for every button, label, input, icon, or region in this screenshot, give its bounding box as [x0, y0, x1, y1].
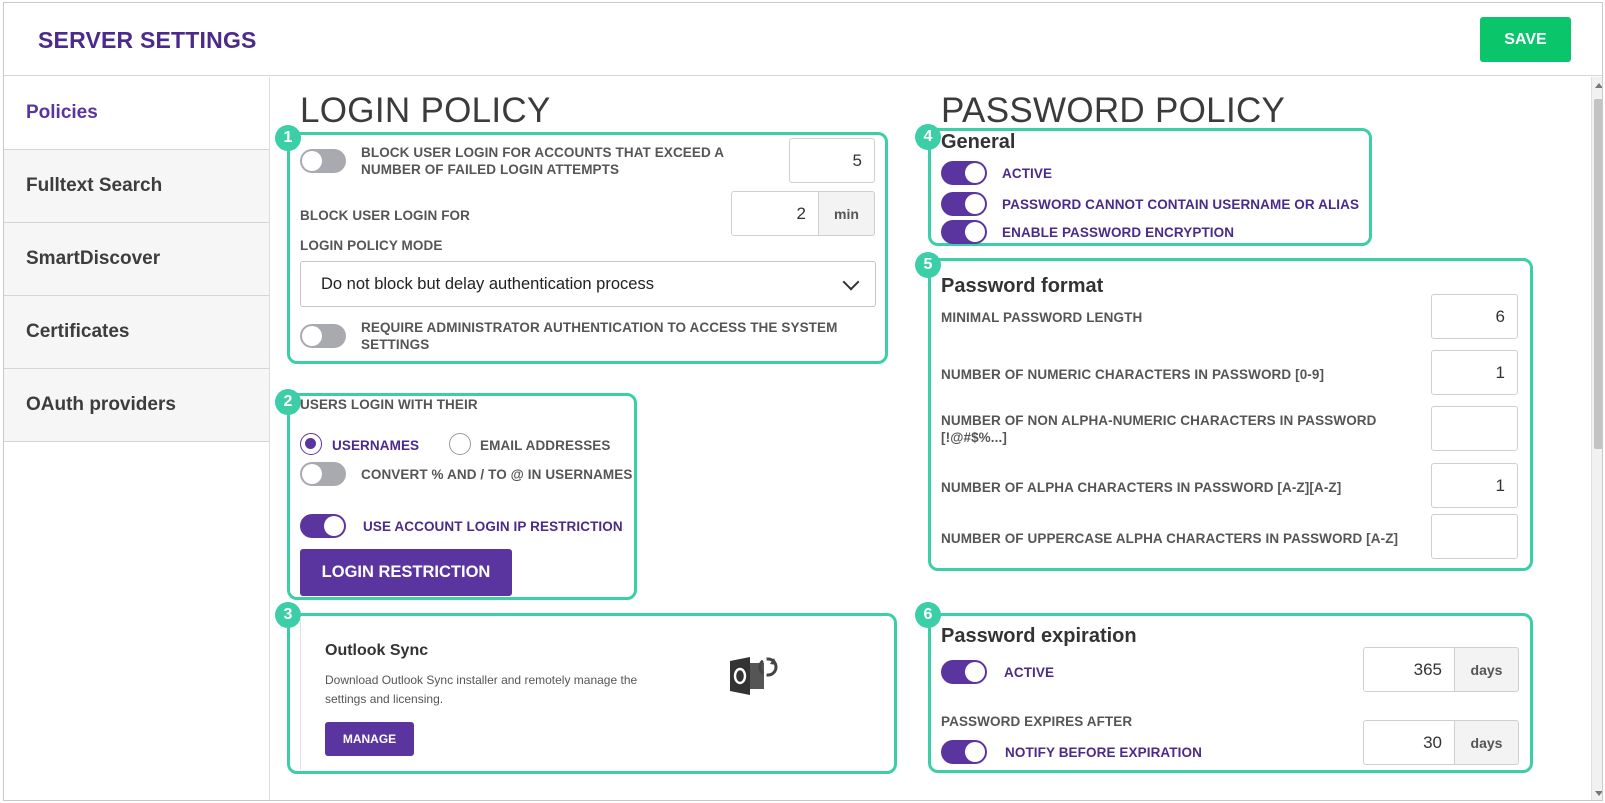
login-policy-mode-label: LOGIN POLICY MODE [300, 238, 443, 253]
min-length-input[interactable]: 6 [1431, 294, 1518, 339]
expires-after-label: PASSWORD EXPIRES AFTER [941, 714, 1133, 729]
block-for-unit: min [819, 191, 875, 236]
non-alpha-input[interactable] [1431, 406, 1518, 451]
expiration-active-label: ACTIVE [1004, 665, 1055, 680]
require-admin-toggle[interactable] [300, 324, 346, 348]
usernames-radio[interactable] [300, 433, 322, 455]
email-addresses-label: EMAIL ADDRESSES [480, 438, 611, 453]
sidebar-item-smartdiscover[interactable]: SmartDiscover [4, 223, 269, 296]
non-alpha-label: NUMBER OF NON ALPHA-NUMERIC CHARACTERS IN PASSWORD [!@#$%...] [941, 413, 1377, 445]
sidebar-item-certificates[interactable]: Certificates [4, 296, 269, 369]
block-for-input[interactable]: 2 [731, 191, 819, 236]
convert-usernames-toggle[interactable] [300, 462, 346, 486]
outlook-sync-icon [730, 655, 778, 697]
expiration-active-toggle[interactable] [941, 660, 987, 684]
require-admin-label: REQUIRE ADMINISTRATOR AUTHENTICATION TO ACCESS THE SYSTEM SETTINGS [361, 320, 838, 352]
block-failed-login-label: BLOCK USER LOGIN FOR ACCOUNTS THAT EXCEED A NUMBER OF FAILED LOGIN ATTEMPTS [361, 145, 724, 177]
ip-restriction-label: USE ACCOUNT LOGIN IP RESTRICTION [363, 519, 623, 534]
scroll-thumb[interactable] [1594, 99, 1603, 449]
expiration-days-unit: days [1455, 647, 1519, 692]
block-failed-login-toggle[interactable] [300, 149, 346, 173]
login-restriction-button[interactable]: LOGIN RESTRICTION [300, 549, 512, 596]
outlook-sync-title: Outlook Sync [325, 642, 429, 659]
password-active-label: ACTIVE [1002, 166, 1053, 181]
sidebar [4, 77, 270, 801]
sidebar-item-fulltext-search[interactable]: Fulltext Search [4, 150, 269, 223]
scroll-up-icon[interactable] [1595, 83, 1603, 88]
uppercase-input[interactable] [1431, 514, 1518, 559]
ip-restriction-toggle[interactable] [300, 514, 346, 538]
sidebar-item-policies[interactable]: Policies [4, 77, 269, 150]
block-for-label: BLOCK USER LOGIN FOR [300, 208, 470, 223]
encryption-toggle[interactable] [941, 220, 987, 244]
manage-button[interactable]: MANAGE [325, 722, 414, 756]
password-active-toggle[interactable] [941, 161, 987, 185]
callout-badge-3: 3 [275, 602, 301, 628]
min-length-label: MINIMAL PASSWORD LENGTH [941, 310, 1143, 325]
callout-badge-4: 4 [915, 124, 941, 150]
password-expiration-heading: Password expiration [941, 625, 1137, 647]
notify-days-unit: days [1455, 720, 1519, 765]
login-policy-mode-value: Do not block but delay authentication process [321, 274, 654, 293]
callout-badge-5: 5 [915, 252, 941, 278]
no-username-toggle[interactable] [941, 192, 987, 216]
login-policy-title: LOGIN POLICY [300, 91, 551, 130]
failed-attempts-input[interactable]: 5 [789, 138, 875, 183]
scroll-down-icon[interactable] [1595, 791, 1603, 796]
alpha-label: NUMBER OF ALPHA CHARACTERS IN PASSWORD [A-Z][A-Z] [941, 480, 1342, 495]
callout-badge-1: 1 [275, 125, 301, 151]
callout-badge-6: 6 [915, 602, 941, 628]
login-policy-mode-select[interactable] [300, 261, 876, 307]
vertical-scrollbar[interactable] [1591, 77, 1603, 801]
outlook-sync-description: Download Outlook Sync installer and remotely manage the settings and licensing. [325, 673, 638, 706]
sidebar-item-oauth-providers[interactable]: OAuth providers [4, 369, 269, 442]
notify-days-input[interactable]: 30 [1363, 720, 1455, 765]
convert-usernames-label: CONVERT % AND / TO @ IN USERNAMES [361, 467, 633, 482]
users-login-label: USERS LOGIN WITH THEIR [300, 397, 478, 412]
save-button[interactable]: SAVE [1480, 17, 1571, 62]
expiration-days-input[interactable]: 365 [1363, 647, 1455, 692]
no-username-label: PASSWORD CANNOT CONTAIN USERNAME OR ALIAS [1002, 197, 1360, 212]
usernames-label: USERNAMES [332, 438, 420, 453]
notify-toggle[interactable] [941, 740, 987, 764]
header [4, 3, 1603, 76]
app-window [3, 2, 1603, 801]
callout-badge-2: 2 [275, 389, 301, 415]
main-content [270, 77, 1590, 801]
notify-label: NOTIFY BEFORE EXPIRATION [1005, 745, 1202, 760]
email-addresses-radio[interactable] [449, 433, 471, 455]
chevron-down-icon [843, 274, 860, 291]
password-policy-title: PASSWORD POLICY [941, 91, 1286, 130]
encryption-label: ENABLE PASSWORD ENCRYPTION [1002, 225, 1235, 240]
general-heading: General [941, 131, 1016, 153]
uppercase-label: NUMBER OF UPPERCASE ALPHA CHARACTERS IN PASSWORD [A-Z] [941, 531, 1399, 546]
page-title: SERVER SETTINGS [38, 27, 257, 53]
alpha-input[interactable]: 1 [1431, 463, 1518, 508]
numeric-label: NUMBER OF NUMERIC CHARACTERS IN PASSWORD [0-9] [941, 367, 1325, 382]
numeric-input[interactable]: 1 [1431, 350, 1518, 395]
password-format-heading: Password format [941, 275, 1104, 297]
